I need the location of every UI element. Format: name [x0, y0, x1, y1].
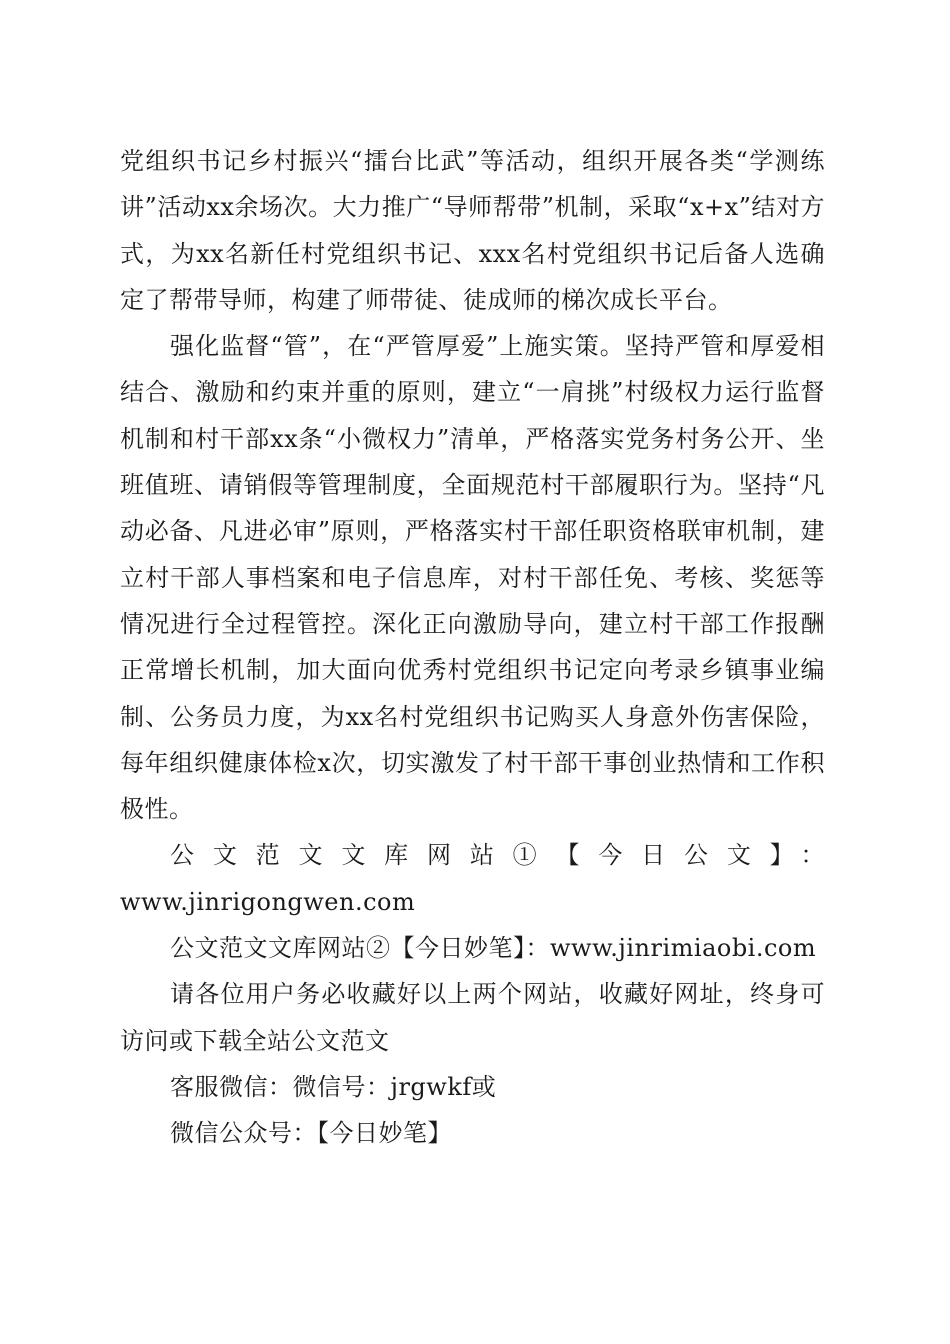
footer-site2: 公文范文文库网站②【今日妙笔】：www.jinrimiaobi.com: [170, 934, 817, 963]
footer-notice: 请各位用户务必收藏好以上两个网站，收藏好网址，终身可访问或下载全站公文范文: [120, 980, 825, 1055]
footer-official-account: 微信公众号：【今日妙笔】: [170, 1119, 452, 1148]
document-body: [120, 138, 825, 1157]
paragraph-supervision: 强化监督“管”，在“严管厚爱”上施实策。坚持严管和厚爱相结合、激励和约束并重的原则，建立“一肩挑”村级权力运行监督机制和村干部xx条“小微权力”清单，严格落实党务村务公开、坐班值班、请销假等管理制度，全面规范村干部履职行为。坚持“凡动必备、凡进必审”原则，严格落实村干部任职资格联审机制，建立村干部人事档案和电子信息库，对村干部任免、考核、奖惩等情况进行全过程管控。深化正向激励导向，建立村干部工作报酬正常增长机制，加大面向优秀村党组织书记定向考录乡镇事业编制、公务员力度，为xx名村党组织书记购买人身意外伤害保险，每年组织健康体检x次，切实激发了村干部干事创业热情和工作积极性。: [120, 332, 825, 824]
paragraph-training: 党组织书记乡村振兴“擂台比武”等活动，组织开展各类“学测练讲”活动xx余场次。大力推广“导师帮带”机制，采取“x+x”结对方式，为xx名新任村党组织书记、xxx名村党组织书记后备人选确定了帮带导师，构建了师带徒、徒成师的梯次成长平台。: [120, 147, 825, 314]
footer-site1-url: www.jinrigongwen.com: [120, 887, 416, 916]
footer-wechat: 客服微信：微信号：jrgwkf或: [170, 1072, 497, 1101]
footer-site1-title: 公文范文文库网站①【今日公文】：: [170, 841, 825, 870]
